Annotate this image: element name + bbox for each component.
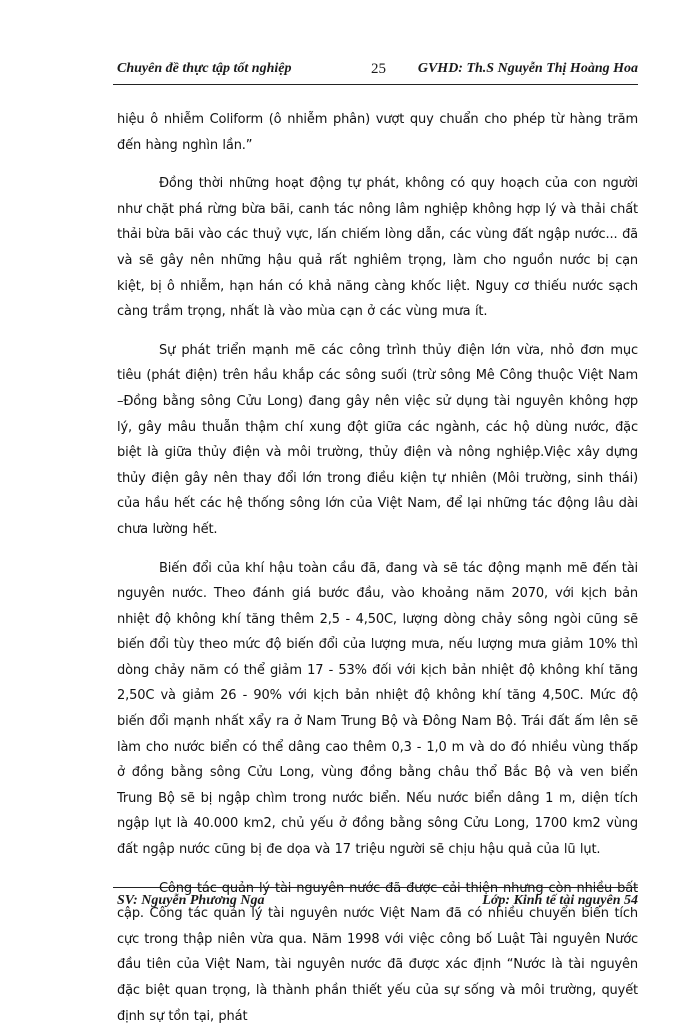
page-footer bbox=[113, 893, 638, 915]
footer-student-name: SV: Nguyễn Phương Nga bbox=[117, 893, 265, 908]
footer-divider bbox=[113, 887, 638, 888]
header-page-number: 25 bbox=[371, 61, 386, 77]
paragraph-climate-change: Biến đổi của khí hậu toàn cầu đã, đang và sẽ tác động mạnh mẽ đến tài nguyên nước. Theo đánh giá bước đầu, vào khoảng năm 2070, với kịch bản nhiệt độ không khí tăng thêm 2,5 - 4,50C, lượng dòng chảy sông ngòi cũng sẽ biến đổi tùy theo mức độ biến đổi của lượng mưa, nếu lượng mưa giảm 10% thì dòng chảy năm có thể giảm 17 - 53% đối với kịch bản nhiệt độ không khí tăng 2,50C và giảm 26 - 90% với kịch bản nhiệt độ không khí tăng 4,50C. Mức độ biến đổi mạnh nhất xẩy ra ở Nam Trung Bộ và Đông Nam Bộ. Trái đất ấm lên sẽ làm cho nước biển có thể dâng cao thêm 0,3 - 1,0 m và do đó nhiều vùng thấp ở đồng bằng sông Cửu Long, vùng đồng bằng châu thổ Bắc Bộ và ven biển Trung Bộ sẽ bị ngập chìm trong nước biển. Nếu nước biển dâng 1 m, diện tích ngập lụt là 40.000 km2, chủ yếu ở đồng bằng sông Cửu Long, 1700 km2 vùng đất ngập nước cũng bị đe dọa và 17 triệu người sẽ chịu hậu quả của lũ lụt. bbox=[117, 560, 638, 858]
document-body bbox=[117, 107, 638, 1029]
page-header bbox=[113, 61, 638, 83]
header-advisor: GVHD: Th.S Nguyễn Thị Hoàng Hoa bbox=[417, 61, 638, 76]
paragraph-water-management: Công tác quản lý tài nguyên nước đã được cải thiện nhưng còn nhiều bất cập. Công tác quản lý tài nguyên nước Việt Nam đã có nhiều chuyển biến tích cực trong thập niên vừa qua. Năm 1998 với việc công bố Luật Tài nguyên Nước đầu tiên của Việt Nam, tài nguyên nước đã được xác định “Nước là tài nguyên đặc biệt quan trọng, là thành phần thiết yếu của sự sống và môi trường, quyết định sự tồn tại, phát bbox=[117, 880, 638, 1024]
footer-class-name: Lớp: Kinh tế tài nguyên 54 bbox=[482, 893, 638, 908]
header-document-title: Chuyên đề thực tập tốt nghiệp bbox=[117, 61, 292, 76]
paragraph-hydropower: Sự phát triển mạnh mẽ các công trình thủy điện lớn vừa, nhỏ đơn mục tiêu (phát điện) trên hầu khắp các sông suối (trừ sông Mê Công thuộc Việt Nam –Đồng bằng sông Cửu Long) đang gây nên việc sử dụng tài nguyên không hợp lý, gây mâu thuẫn thậm chí xung đột giữa các ngành, các hộ dùng nước, đặc biệt là giữa thủy điện và môi trường, thủy điện và nông nghiệp.Việc xây dựng thủy điện gây nên thay đổi lớn trong điều kiện tự nhiên (Môi trường, sinh thái) của hầu hết các hệ thống sông lớn của Việt Nam, để lại những tác động lâu dài chưa lường hết. bbox=[117, 342, 638, 537]
paragraph-continuation: hiệu ô nhiễm Coliform (ô nhiễm phân) vượt quy chuẩn cho phép từ hàng trăm đến hàng nghìn lần.” bbox=[117, 112, 638, 153]
header-divider bbox=[113, 84, 638, 85]
paragraph-spontaneous-activities: Đồng thời những hoạt động tự phát, không có quy hoạch của con người như chặt phá rừng bừa bãi, canh tác nông lâm nghiệp không hợp lý và thải chất thải bừa bãi vào các thuỷ vực, lấn chiếm lòng dẫn, các vùng đất ngập nước... đã và sẽ gây nên những hậu quả rất nghiêm trọng, làm cho nguồn nước bị cạn kiệt, bị ô nhiễm, hạn hán có khả năng càng khốc liệt. Nguy cơ thiếu nước sạch càng trầm trọng, nhất là vào mùa cạn ở các vùng mưa ít. bbox=[117, 176, 638, 320]
